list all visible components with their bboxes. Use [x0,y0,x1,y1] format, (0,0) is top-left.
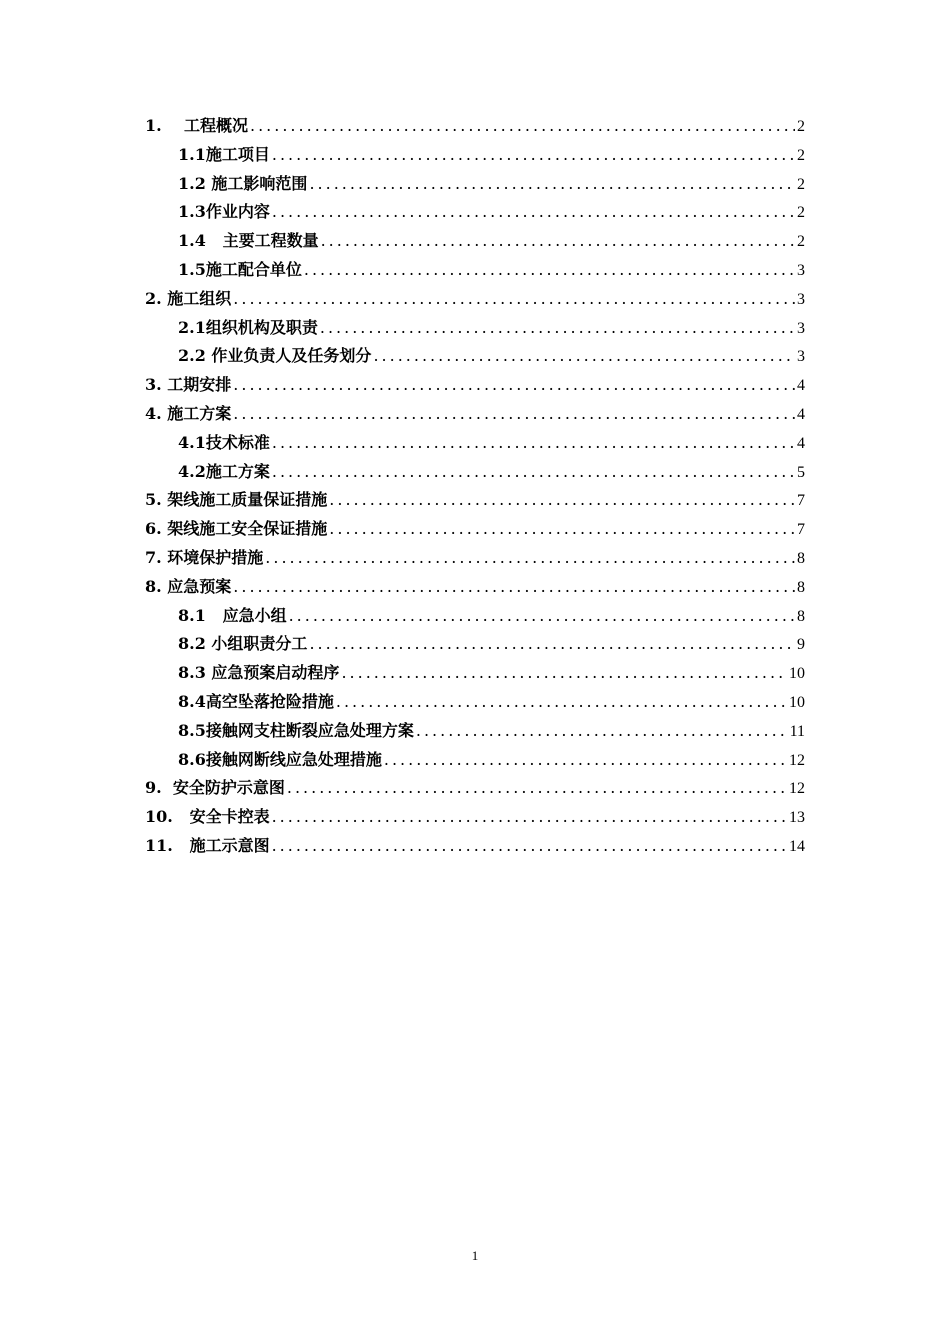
toc-entry-number: 1.1 [178,144,206,164]
toc-entry-number: 1.4 [178,231,206,251]
toc-entry-number: 11. [145,835,173,855]
toc-dot-leader [272,198,795,227]
toc-entry-number: 8.1 [178,605,206,625]
toc-entry[interactable] [145,486,805,515]
toc-entry-number: 6. [145,519,162,539]
toc-entry-page: 8 [797,607,805,625]
toc-dot-leader [329,515,795,544]
toc-entry[interactable] [145,371,805,400]
toc-dot-leader [309,630,795,659]
toc-entry-number: 2.2 [178,346,206,366]
toc-dot-leader [233,573,795,602]
toc-dot-leader [233,400,795,429]
toc-entry[interactable] [145,342,805,371]
toc-entry-spacing [173,803,190,832]
table-of-contents [145,112,805,861]
toc-entry-title: 安全卡控表 [189,807,270,827]
toc-entry-title: 应急小组 [222,605,287,625]
toc-dot-leader [320,314,795,343]
toc-dot-leader [373,342,795,371]
toc-dot-leader [272,141,795,170]
toc-dot-leader [272,832,787,861]
toc-entry-page: 2 [797,175,805,193]
toc-dot-leader [233,371,795,400]
toc-entry-page: 4 [797,377,805,395]
toc-entry-page: 2 [797,204,805,222]
toc-entry-spacing [206,602,223,631]
toc-entry-page: 10 [789,693,805,711]
toc-entry-spacing [162,774,173,803]
toc-entry-page: 8 [797,578,805,596]
toc-entry-page: 2 [797,146,805,164]
toc-entry[interactable] [145,746,805,775]
toc-entry-number: 9. [145,778,162,798]
toc-entry-page: 13 [789,809,805,827]
toc-entry-title: 接触网支柱断裂应急处理方案 [205,720,414,740]
toc-dot-leader [304,256,795,285]
toc-entry-title: 小组职责分工 [211,634,308,654]
toc-entry[interactable] [145,429,805,458]
toc-dot-leader [329,486,795,515]
toc-entry-page: 3 [797,348,805,366]
toc-entry-number: 3. [145,375,162,395]
toc-entry[interactable] [145,774,805,803]
toc-dot-leader [265,544,795,573]
toc-entry-title: 施工组织 [167,288,232,308]
toc-entry-page: 10 [789,665,805,683]
toc-entry-spacing [206,227,223,256]
toc-entry[interactable] [145,256,805,285]
toc-entry[interactable] [145,803,805,832]
toc-entry[interactable] [145,573,805,602]
toc-entry-page: 2 [797,233,805,251]
toc-entry[interactable] [145,602,805,631]
toc-dot-leader [384,746,787,775]
toc-entry-page: 12 [789,780,805,798]
toc-entry[interactable] [145,458,805,487]
toc-entry-title: 安全防护示意图 [172,778,285,798]
toc-entry[interactable] [145,141,805,170]
toc-entry-page: 5 [797,463,805,481]
toc-entry-number: 2. [145,288,162,308]
toc-entry-title: 工期安排 [167,375,232,395]
toc-entry-title: 施工方案 [167,403,232,423]
toc-entry[interactable] [145,832,805,861]
toc-entry-number: 1.2 [178,173,206,193]
toc-entry-title: 工程概况 [183,116,248,135]
toc-entry-spacing [162,112,184,141]
toc-entry-title: 施工示意图 [189,835,270,855]
toc-entry-page: 4 [797,405,805,423]
toc-entry-number: 7. [145,547,162,567]
toc-entry-number: 4.1 [178,432,206,452]
toc-entry-title: 高空坠落抢险措施 [205,691,334,711]
toc-entry-title: 应急预案启动程序 [211,663,340,683]
toc-entry-number: 10. [145,807,173,827]
toc-entry-page: 8 [797,549,805,567]
toc-dot-leader [309,170,795,199]
toc-entry-title: 组织机构及职责 [205,317,318,337]
toc-dot-leader [233,285,795,314]
toc-entry[interactable] [145,717,805,746]
toc-entry-page: 14 [789,837,805,855]
toc-dot-leader [272,458,795,487]
toc-entry-number: 8.6 [178,749,206,769]
toc-entry-page: 7 [797,492,805,510]
toc-entry-page: 4 [797,434,805,452]
toc-entry[interactable] [145,400,805,429]
toc-entry[interactable] [145,227,805,256]
toc-entry-title: 作业内容 [205,202,270,222]
toc-entry-page: 11 [789,722,805,740]
toc-entry-title: 施工方案 [205,461,270,481]
toc-dot-leader [250,112,795,141]
toc-dot-leader [321,227,795,256]
toc-dot-leader [341,659,787,688]
toc-entry-number: 1. [145,116,162,135]
toc-entry[interactable] [145,659,805,688]
toc-entry[interactable] [145,544,805,573]
toc-entry-page: 9 [797,636,805,654]
toc-entry[interactable] [145,112,805,141]
toc-entry-number: 8.3 [178,663,206,683]
toc-entry-number: 8.2 [178,634,206,654]
toc-entry-number: 1.3 [178,202,206,222]
toc-entry-title: 主要工程数量 [222,231,319,251]
toc-dot-leader [289,602,795,631]
toc-entry[interactable] [145,314,805,343]
toc-dot-leader [272,429,795,458]
toc-entry-title: 架线施工安全保证措施 [167,519,328,539]
toc-entry-title: 环境保护措施 [167,547,264,567]
toc-entry-number: 8. [145,576,162,596]
toc-entry-page: 2 [797,118,805,135]
toc-entry-number: 8.5 [178,720,206,740]
toc-dot-leader [416,717,788,746]
toc-entry-number: 8.4 [178,691,206,711]
toc-entry-title: 作业负责人及任务划分 [211,346,372,366]
toc-dot-leader [272,803,787,832]
page-number: 1 [471,1248,479,1263]
toc-entry[interactable] [145,630,805,659]
toc-entry[interactable] [145,170,805,199]
toc-entry-spacing [173,832,190,861]
toc-entry[interactable] [145,285,805,314]
toc-entry-number: 5. [145,490,162,510]
toc-entry[interactable] [145,198,805,227]
toc-entry-page: 3 [797,319,805,337]
toc-entry-number: 1.5 [178,259,206,279]
toc-entry-page: 3 [797,261,805,279]
toc-dot-leader [287,774,787,803]
toc-entry-number: 4. [145,403,162,423]
toc-entry-number: 4.2 [178,461,206,481]
toc-entry-page: 3 [797,290,805,308]
toc-entry-title: 施工影响范围 [211,173,308,193]
toc-entry-page: 7 [797,521,805,539]
toc-entry-title: 架线施工质量保证措施 [167,490,328,510]
toc-dot-leader [336,688,787,717]
toc-entry-page: 12 [789,751,805,769]
toc-entry-title: 应急预案 [167,576,232,596]
toc-entry[interactable] [145,515,805,544]
toc-entry-title: 技术标准 [205,432,270,452]
toc-entry-title: 施工项目 [205,144,270,164]
toc-entry[interactable] [145,688,805,717]
toc-entry-number: 2.1 [178,317,206,337]
toc-entry-title: 接触网断线应急处理措施 [205,749,382,769]
toc-entry-title: 施工配合单位 [205,259,302,279]
